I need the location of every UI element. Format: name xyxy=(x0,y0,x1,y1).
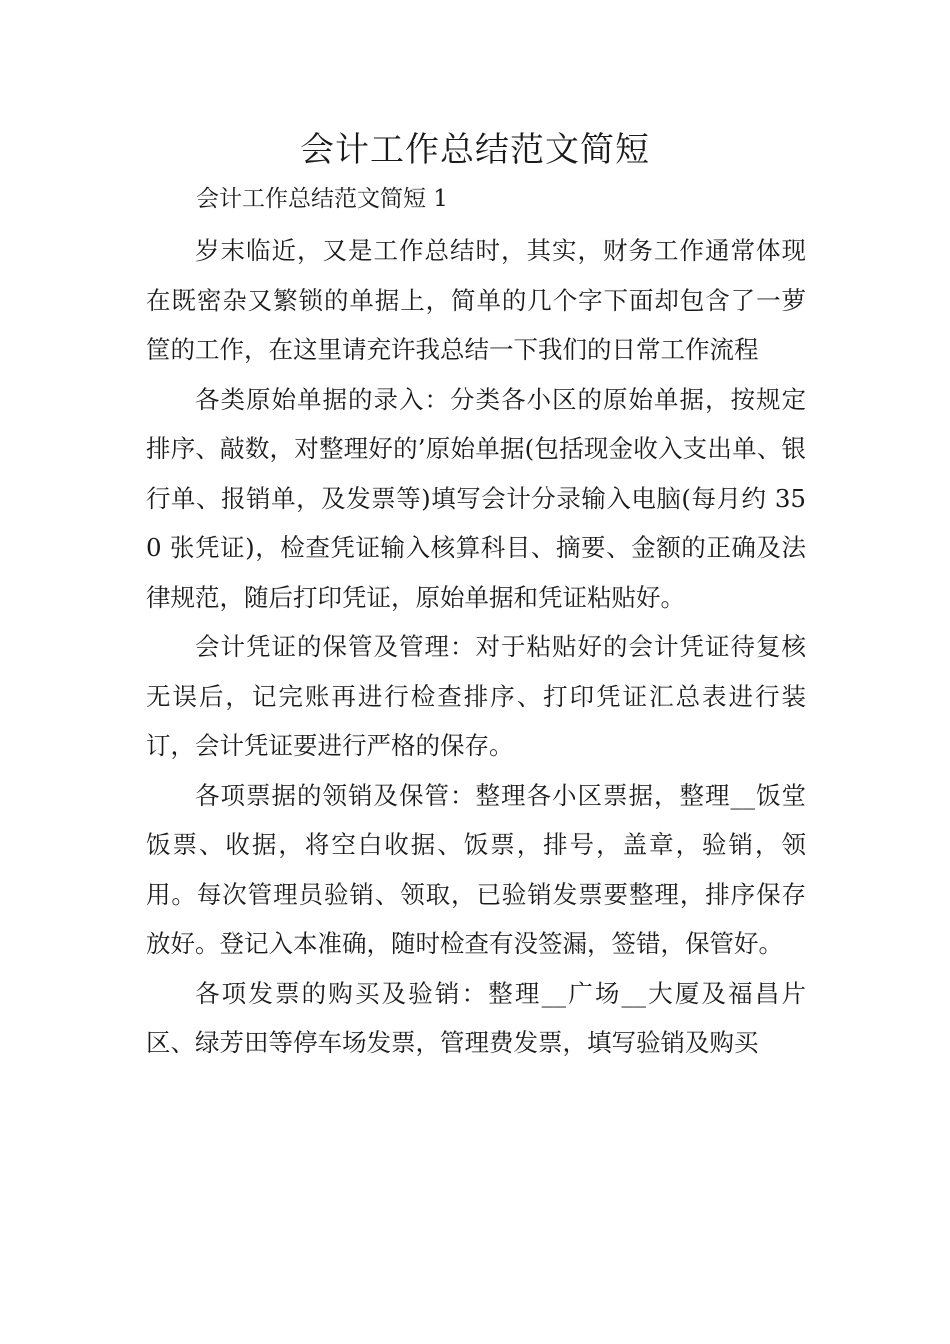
section-heading: 会计工作总结范文简短 1 xyxy=(196,186,448,212)
document-body xyxy=(146,226,806,1068)
paragraph-ticket-management: 各项票据的领销及保管：整理各小区票据，整理__饭堂饭票、收据，将空白收据、饭票，排号，盖章，验销，领用。每次管理员验销、领取，已验销发票要整理，排序保存放好。登记入本准确，随时检查有没签漏，签错，保管好。 xyxy=(146,780,806,958)
paragraph-intro: 岁末临近，又是工作总结时，其实，财务工作通常体现在既密杂又繁锁的单据上，简单的几个字下面却包含了一萝筐的工作，在这里请充许我总结一下我们的日常工作流程 xyxy=(146,236,806,364)
paragraph-document-entry: 各类原始单据的录入：分类各小区的原始单据，按规定排序、敲数，对整理好的’原始单据(包括现金收入支出单、银行单、报销单，及发票等)填写会计分录输入电脑(每月约 350 张凭证)，检查凭证输入核算科目、摘要、金额的正确及法律规范，随后打印凭证，原始单据和凭证粘贴好。 xyxy=(146,384,806,612)
document-title: 会计工作总结范文简短 xyxy=(300,130,650,170)
paragraph-invoice-purchase: 各项发票的购买及验销：整理__广场__大厦及福昌片区、绿芳田等停车场发票，管理费发票，填写验销及购买 xyxy=(146,978,806,1057)
paragraph-voucher-storage: 会计凭证的保管及管理：对于粘贴好的会计凭证待复核无误后，记完账再进行检查排序、打印凭证汇总表进行装订，会计凭证要进行严格的保存。 xyxy=(146,632,806,760)
